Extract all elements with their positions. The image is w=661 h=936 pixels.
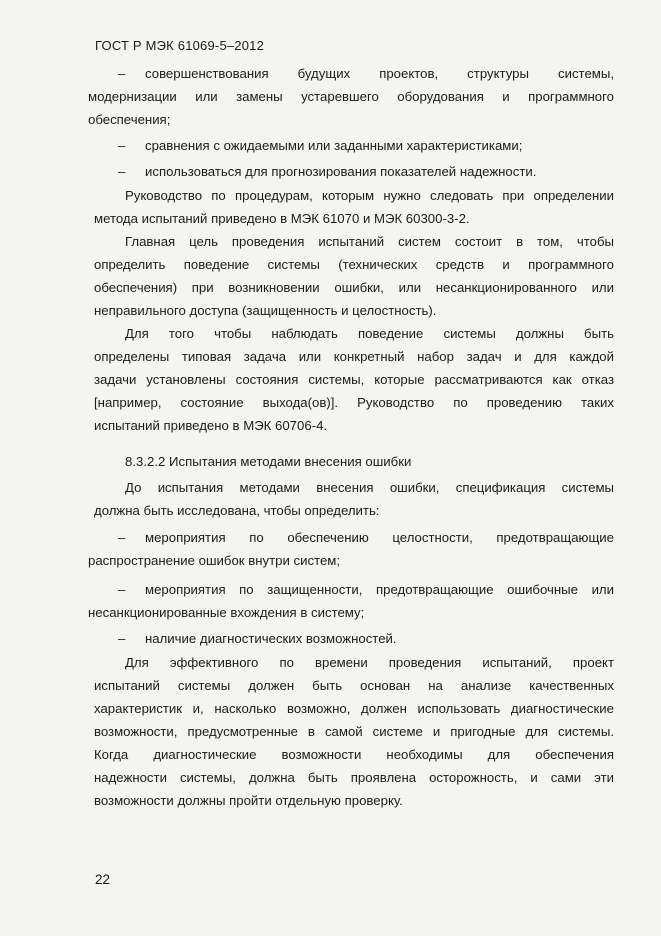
text-line: несанкционированные вхождения в систему; [88, 605, 365, 620]
text-line: мероприятия по обеспечению целостности, предотвращающие [145, 530, 614, 545]
text-line: возможности, предусмотренные в самой системе и пригодные для системы. [94, 724, 614, 739]
text-line: характеристик и, насколько возможно, должен использовать диагностические [94, 701, 614, 716]
text-line: Для того чтобы наблюдать поведение системы должны быть [125, 326, 614, 341]
text-line: обеспечения; [88, 112, 171, 127]
text-line: наличие диагностических возможностей. [145, 631, 397, 646]
text-line: До испытания методами внесения ошибки, спецификация системы [125, 480, 614, 495]
text-line: Для эффективного по времени проведения испытаний, проект [125, 655, 614, 670]
text-line: задачи установлены состояния системы, которые рассматриваются как отказ [94, 372, 614, 387]
text-line: испытаний системы должен быть основан на анализе качественных [94, 678, 614, 693]
text-line: сравнения с ожидаемыми или заданными характеристиками; [145, 138, 523, 153]
text-line: совершенствования будущих проектов, структуры системы, [145, 66, 614, 81]
text-line: 8.3.2.2 Испытания методами внесения ошибки [125, 454, 412, 469]
text-line: должна быть исследована, чтобы определить: [94, 503, 380, 518]
text-line: [например, состояние выхода(ов)]. Руководство по проведению таких [94, 395, 614, 410]
list-dash: – [118, 631, 126, 646]
text-line: возможности должны пройти отдельную проверку. [94, 793, 403, 808]
text-line: Руководство по процедурам, которым нужно следовать при определении [125, 188, 614, 203]
list-dash: – [118, 530, 126, 545]
text-line: испытаний приведено в МЭК 60706-4. [94, 418, 328, 433]
page-number: 22 [95, 872, 111, 887]
list-dash: – [118, 582, 126, 597]
list-dash: – [118, 164, 126, 179]
text-line: использоваться для прогнозирования показателей надежности. [145, 164, 537, 179]
list-dash: – [118, 66, 126, 81]
text-line: определить поведение системы (технических средств и программного [94, 257, 614, 272]
text-line: надежности системы, должна быть проявлена осторожность, и сами эти [94, 770, 614, 785]
text-line: Когда диагностические возможности необходимы для обеспечения [94, 747, 614, 762]
text-line: обеспечения) при возникновении ошибки, или несанкционированного или [94, 280, 614, 295]
text-line: мероприятия по защищенности, предотвращающие ошибочные или [145, 582, 614, 597]
text-line: модернизации или замены устаревшего оборудования и программного [88, 89, 614, 104]
text-line: неправильного доступа (защищенность и целостность). [94, 303, 437, 318]
list-dash: – [118, 138, 126, 153]
text-line: Главная цель проведения испытаний систем состоит в том, чтобы [125, 234, 614, 249]
text-line: распространение ошибок внутри систем; [88, 553, 341, 568]
text-line: определены типовая задача или конкретный набор задач и для каждой [94, 349, 614, 364]
page-header-standard-number: ГОСТ Р МЭК 61069-5–2012 [95, 38, 265, 53]
text-line: метода испытаний приведено в МЭК 61070 и МЭК 60300-3-2. [94, 211, 470, 226]
